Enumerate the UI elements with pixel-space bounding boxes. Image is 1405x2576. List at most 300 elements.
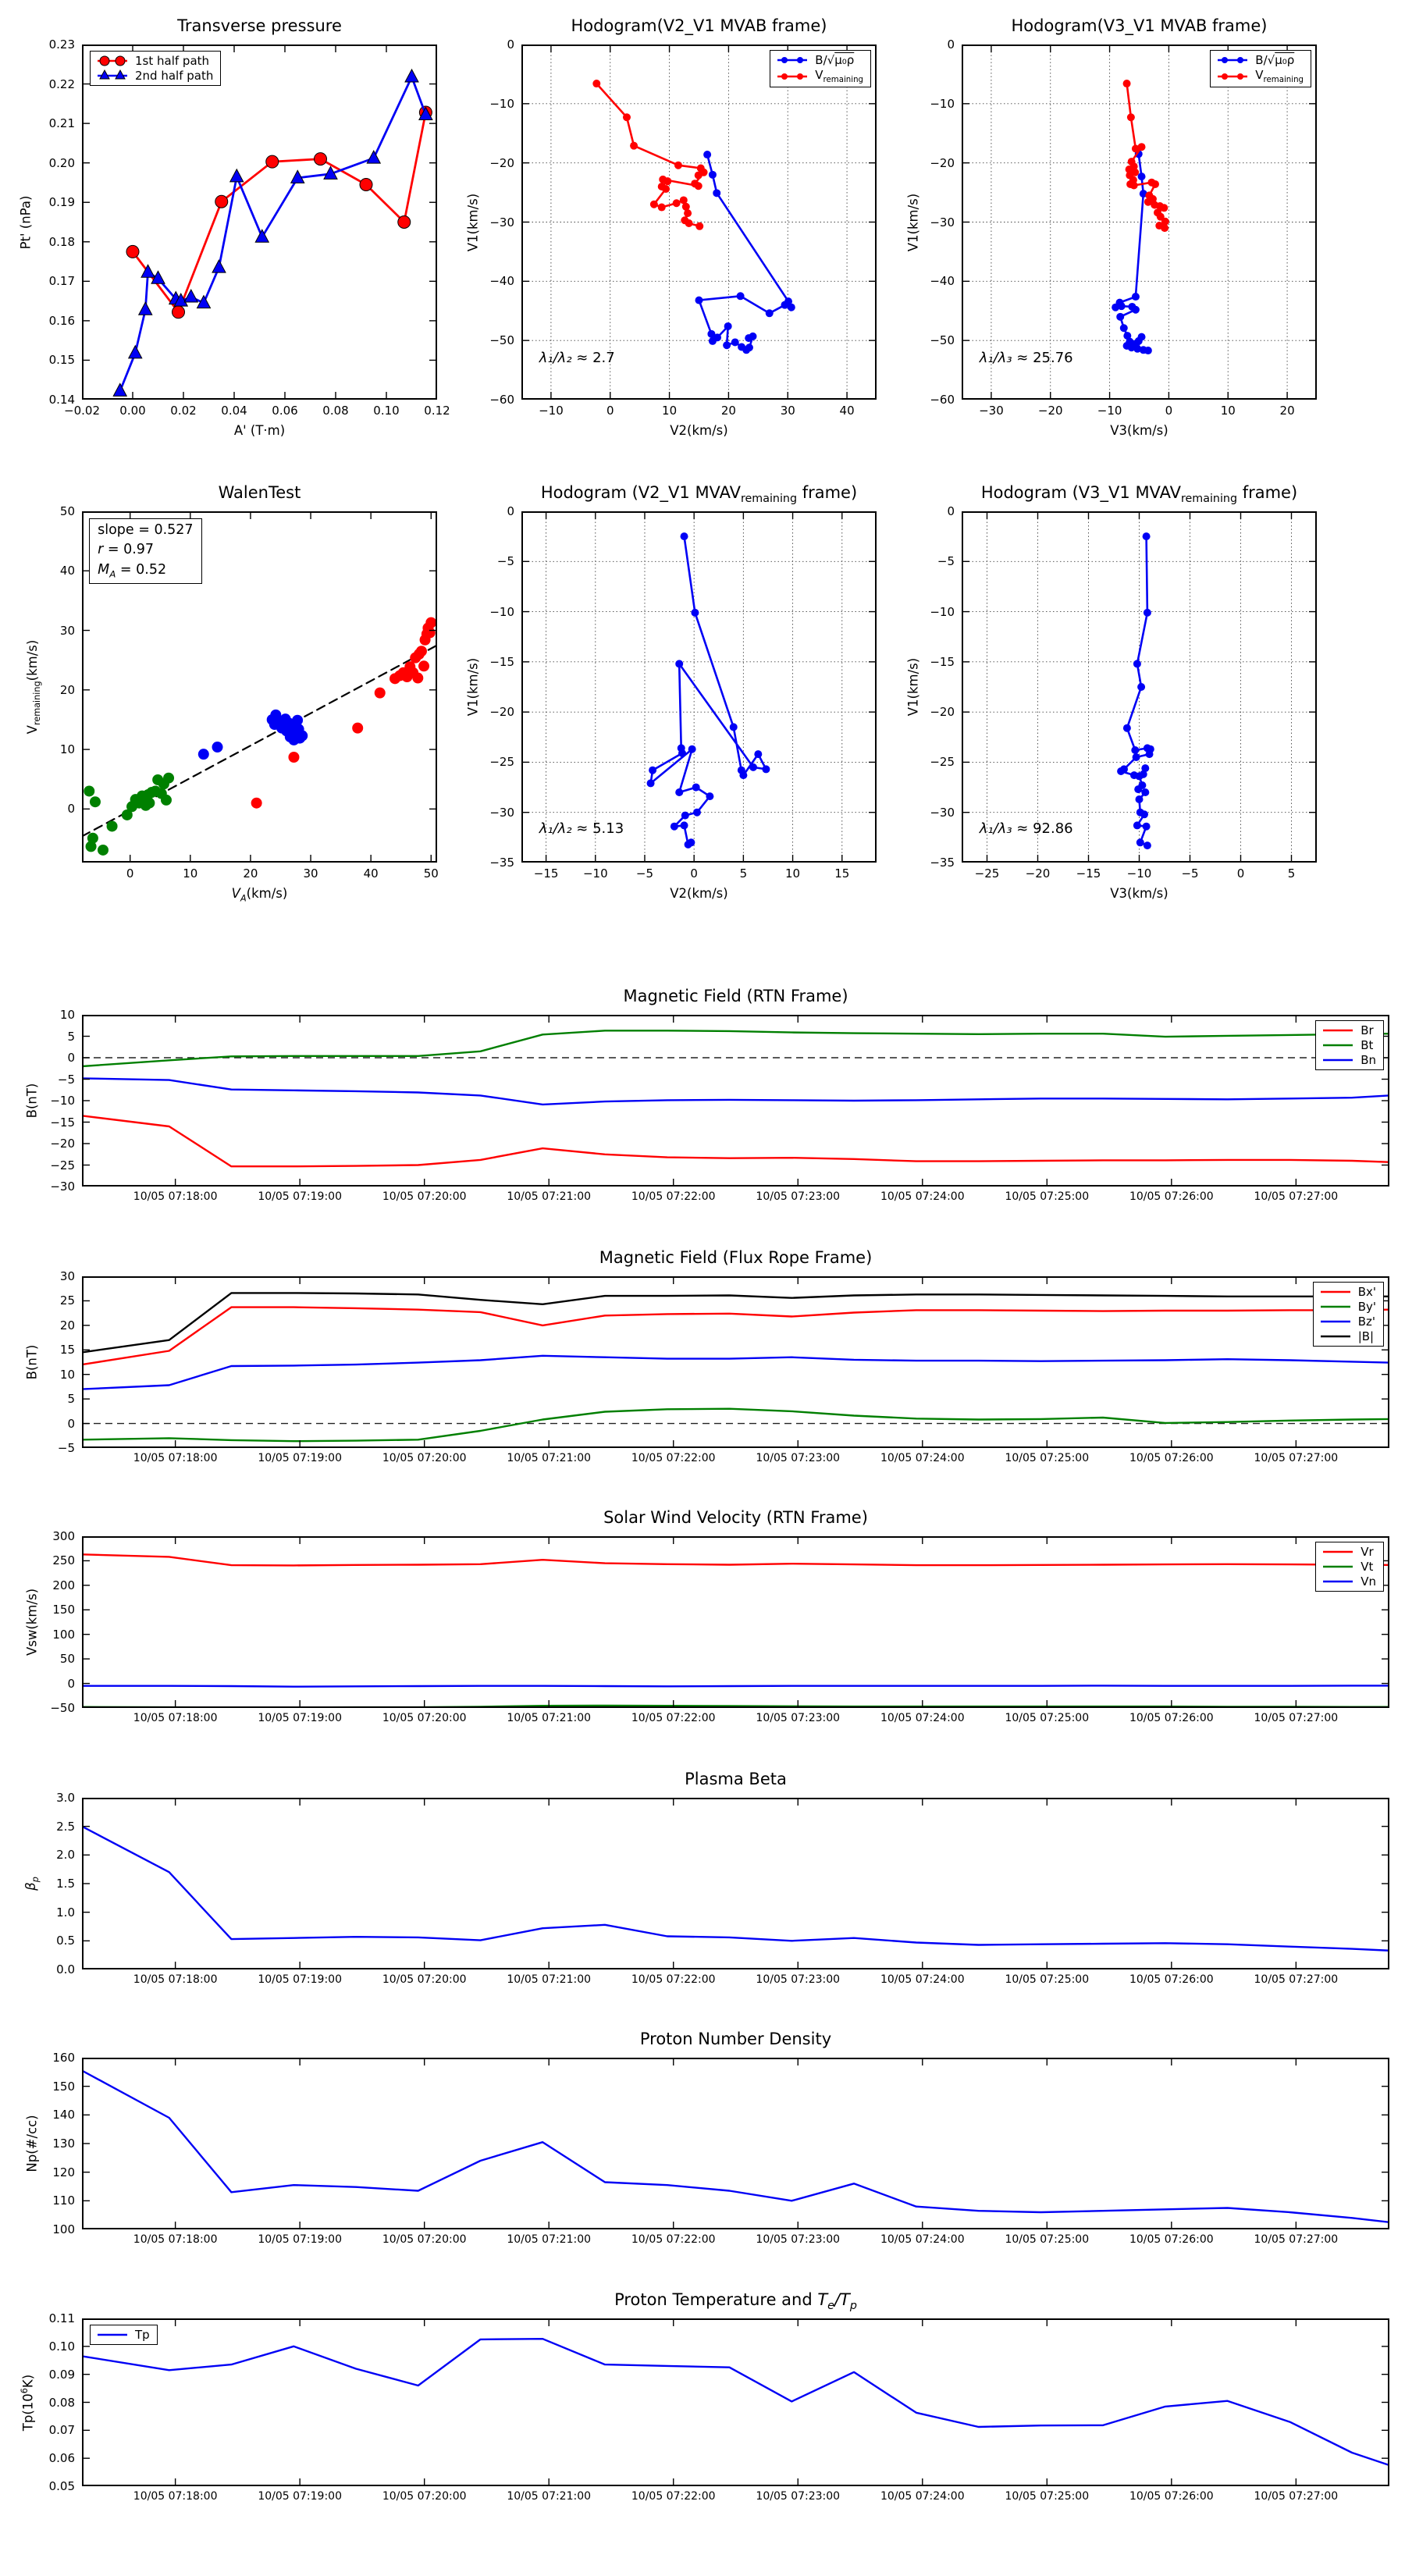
x-tick-label: 10/05 07:19:00 bbox=[258, 1712, 342, 1724]
plot-canvas bbox=[962, 44, 1317, 400]
x-axis-label: V3(km/s) bbox=[1110, 886, 1168, 901]
y-axis-label: B(nT) bbox=[24, 1083, 40, 1119]
y-tick-label: 2.0 bbox=[56, 1848, 75, 1863]
x-tick-label: −30 bbox=[979, 404, 1004, 418]
legend-entry bbox=[1318, 1285, 1376, 1299]
legend-label: 1st half path bbox=[135, 54, 210, 68]
x-tick-label: 10/05 07:18:00 bbox=[133, 1973, 218, 1986]
x-axis-label: A' (T·m) bbox=[233, 423, 286, 438]
x-tick-label: −15 bbox=[1076, 866, 1101, 881]
y-tick-label: −60 bbox=[930, 393, 955, 407]
x-tick-label: 10/05 07:20:00 bbox=[382, 1712, 467, 1724]
x-tick-label: 10/05 07:26:00 bbox=[1129, 2490, 1214, 2503]
y-tick-label: 0 bbox=[67, 1676, 75, 1691]
x-tick-label: 0.10 bbox=[373, 404, 400, 418]
y-tick-label: −30 bbox=[489, 805, 514, 820]
y-tick-label: 0.08 bbox=[48, 2395, 75, 2410]
y-tick-label: 0.07 bbox=[48, 2423, 75, 2438]
chart-title: Proton Number Density bbox=[639, 2030, 832, 2048]
legend-label: $V_{remaining}$ bbox=[1255, 68, 1304, 84]
x-tick-label: 5 bbox=[739, 866, 748, 881]
legend-label: Bt bbox=[1361, 1038, 1374, 1052]
x-tick-label: −10 bbox=[582, 866, 608, 881]
y-tick-label: −40 bbox=[930, 274, 955, 289]
legend-swatch bbox=[1318, 1300, 1353, 1314]
x-tick-label: 10/05 07:21:00 bbox=[507, 2490, 592, 2503]
legend-swatch bbox=[1318, 1285, 1353, 1299]
x-tick-label: 10/05 07:26:00 bbox=[1129, 1190, 1214, 1203]
x-tick-label: 10/05 07:19:00 bbox=[258, 2233, 342, 2246]
legend-entry bbox=[1321, 1038, 1376, 1052]
x-tick-label: 10/05 07:24:00 bbox=[880, 1712, 965, 1724]
y-tick-label: 1.0 bbox=[56, 1905, 75, 1920]
chart-title: Plasma Beta bbox=[685, 1770, 787, 1788]
x-tick-label: 10/05 07:19:00 bbox=[258, 2490, 342, 2503]
y-tick-label: −10 bbox=[930, 604, 955, 619]
y-tick-label: 1.5 bbox=[56, 1877, 75, 1891]
y-tick-label: −5 bbox=[57, 1072, 75, 1087]
y-tick-label: 0.0 bbox=[56, 1962, 75, 1976]
y-tick-label: −25 bbox=[489, 755, 514, 770]
legend bbox=[90, 2325, 158, 2345]
y-tick-label: −20 bbox=[930, 705, 955, 720]
legend-entry bbox=[1215, 68, 1304, 84]
y-tick-label: −10 bbox=[50, 1094, 75, 1108]
y-axis-label: V1(km/s) bbox=[905, 657, 921, 717]
plot-canvas bbox=[962, 511, 1317, 863]
y-tick-label: 130 bbox=[52, 2137, 75, 2151]
chart-title: Hodogram (V3_V1 $MVAV_{remaining}$ frame) bbox=[980, 483, 1298, 506]
legend-label: Vt bbox=[1361, 1560, 1374, 1574]
panel-hodogram-v3v1-mvab bbox=[905, 16, 1317, 438]
y-tick-label: −20 bbox=[489, 705, 514, 720]
y-tick-label: 0.06 bbox=[48, 2451, 75, 2466]
y-tick-label: −30 bbox=[930, 805, 955, 820]
y-tick-label: 10 bbox=[59, 1008, 75, 1022]
x-tick-label: 10/05 07:21:00 bbox=[507, 2233, 592, 2246]
y-tick-label: 10 bbox=[59, 1367, 75, 1382]
legend-label: By' bbox=[1357, 1300, 1376, 1314]
y-tick-label: −40 bbox=[489, 274, 514, 289]
x-tick-label: −5 bbox=[1181, 866, 1199, 881]
y-tick-label: 40 bbox=[59, 564, 75, 578]
x-tick-label: 10/05 07:22:00 bbox=[631, 2490, 716, 2503]
x-tick-label: 10/05 07:24:00 bbox=[880, 2490, 965, 2503]
y-tick-label: 0.23 bbox=[48, 37, 75, 52]
x-axis-label: V2(km/s) bbox=[670, 886, 728, 901]
x-tick-label: 0.00 bbox=[119, 404, 146, 418]
legend-label: Vn bbox=[1361, 1574, 1376, 1589]
y-tick-label: 0.10 bbox=[48, 2339, 75, 2354]
y-tick-label: 0.09 bbox=[48, 2367, 75, 2382]
annotation: λ₁/λ₃ ≈ 92.86 bbox=[979, 820, 1073, 837]
y-tick-label: 250 bbox=[52, 1553, 75, 1568]
panel-magnetic-field-flux-rope bbox=[24, 1248, 1389, 1464]
x-tick-label: 10/05 07:18:00 bbox=[133, 1712, 218, 1724]
panel-plasma-beta bbox=[23, 1770, 1389, 1986]
legend-entry bbox=[1318, 1329, 1376, 1343]
plot-canvas bbox=[82, 1015, 1389, 1187]
x-tick-label: 10/05 07:25:00 bbox=[1005, 1712, 1090, 1724]
x-tick-label: −0.02 bbox=[64, 404, 100, 418]
panel-proton-number-density bbox=[24, 2030, 1389, 2246]
x-axis-label: V3(km/s) bbox=[1110, 423, 1168, 438]
y-tick-label: −60 bbox=[489, 393, 514, 407]
y-tick-label: 0.5 bbox=[56, 1934, 75, 1948]
plot-canvas bbox=[521, 44, 877, 400]
x-tick-label: 10/05 07:27:00 bbox=[1254, 1452, 1339, 1464]
legend-swatch bbox=[1318, 1315, 1353, 1329]
x-tick-label: 30 bbox=[303, 866, 318, 881]
x-tick-label: 10/05 07:22:00 bbox=[631, 1973, 716, 1986]
y-tick-label: 0.15 bbox=[48, 353, 75, 368]
y-tick-label: 100 bbox=[52, 1627, 75, 1642]
y-tick-label: −10 bbox=[930, 96, 955, 111]
y-axis-label: B(nT) bbox=[24, 1344, 40, 1380]
legend-swatch bbox=[1321, 1560, 1355, 1574]
panel-solar-wind-velocity bbox=[24, 1508, 1389, 1724]
y-tick-label: −20 bbox=[50, 1137, 75, 1151]
x-tick-label: 10/05 07:25:00 bbox=[1005, 1190, 1090, 1203]
y-tick-label: 0 bbox=[507, 37, 514, 52]
chart-title: Magnetic Field (Flux Rope Frame) bbox=[599, 1248, 873, 1267]
legend-label: B/√μ₀ρ bbox=[1255, 53, 1295, 67]
x-tick-label: 10 bbox=[1220, 404, 1236, 418]
y-tick-label: 0 bbox=[947, 504, 955, 518]
chart-title: Hodogram(V2_V1 MVAB frame) bbox=[571, 16, 827, 35]
y-tick-label: 0.14 bbox=[48, 393, 75, 407]
x-tick-label: 10/05 07:27:00 bbox=[1254, 1190, 1339, 1203]
y-tick-label: 0 bbox=[67, 802, 75, 817]
chart-title: Magnetic Field (RTN Frame) bbox=[623, 987, 848, 1005]
y-tick-label: 30 bbox=[59, 1269, 75, 1283]
y-tick-label: 30 bbox=[59, 623, 75, 638]
y-tick-label: 120 bbox=[52, 2165, 75, 2179]
x-tick-label: 10/05 07:21:00 bbox=[507, 1712, 592, 1724]
x-tick-label: 10/05 07:18:00 bbox=[133, 1452, 218, 1464]
chart-title: Solar Wind Velocity (RTN Frame) bbox=[603, 1508, 868, 1527]
x-tick-label: −20 bbox=[1025, 866, 1051, 881]
legend-label: Bn bbox=[1361, 1053, 1376, 1067]
legend-label: $V_{remaining}$ bbox=[815, 68, 863, 84]
y-tick-label: 110 bbox=[52, 2194, 75, 2208]
x-tick-label: 10/05 07:27:00 bbox=[1254, 1973, 1339, 1986]
y-tick-label: −50 bbox=[930, 333, 955, 348]
x-tick-label: 10/05 07:20:00 bbox=[382, 1973, 467, 1986]
x-tick-label: 10 bbox=[785, 866, 801, 881]
x-tick-label: −10 bbox=[539, 404, 564, 418]
y-tick-label: 0 bbox=[67, 1416, 75, 1431]
x-tick-label: 10/05 07:21:00 bbox=[507, 1973, 592, 1986]
chart-title: Transverse pressure bbox=[177, 16, 342, 35]
legend-swatch bbox=[95, 69, 130, 83]
y-tick-label: −5 bbox=[57, 1441, 75, 1455]
x-tick-label: 10/05 07:18:00 bbox=[133, 1190, 218, 1203]
legend-swatch bbox=[775, 53, 809, 67]
panel-transverse-pressure bbox=[18, 16, 450, 438]
chart-title: Proton Temperature and $T_e/T_p$ bbox=[614, 2290, 857, 2313]
legend-swatch bbox=[1321, 1574, 1355, 1589]
x-tick-label: 10/05 07:22:00 bbox=[631, 1190, 716, 1203]
x-tick-label: 10/05 07:23:00 bbox=[756, 2490, 841, 2503]
y-tick-label: 100 bbox=[52, 2222, 75, 2236]
x-tick-label: 30 bbox=[780, 404, 795, 418]
x-tick-label: 10/05 07:24:00 bbox=[880, 1190, 965, 1203]
legend-swatch bbox=[95, 54, 130, 68]
legend bbox=[90, 51, 221, 86]
y-tick-label: −30 bbox=[50, 1179, 75, 1194]
x-tick-label: 15 bbox=[834, 866, 850, 881]
legend-swatch bbox=[1321, 1038, 1355, 1052]
y-tick-label: 0.20 bbox=[48, 155, 75, 170]
panel-proton-temperature bbox=[19, 2290, 1389, 2503]
legend-label: Vr bbox=[1361, 1545, 1374, 1559]
y-tick-label: −15 bbox=[50, 1115, 75, 1130]
panel-hodogram-v2v1-mvav bbox=[465, 483, 877, 901]
legend bbox=[1315, 1020, 1384, 1070]
panel-magnetic-field-rtn bbox=[24, 987, 1389, 1203]
chart-title: Hodogram (V2_V1 $MVAV_{remaining}$ frame) bbox=[540, 483, 858, 506]
y-tick-label: 20 bbox=[59, 682, 75, 697]
plot-canvas bbox=[82, 1536, 1389, 1708]
y-axis-label: V1(km/s) bbox=[465, 193, 481, 251]
y-tick-label: 140 bbox=[52, 2108, 75, 2122]
x-tick-label: 10/05 07:20:00 bbox=[382, 2233, 467, 2246]
x-tick-label: 0 bbox=[126, 866, 134, 881]
y-tick-label: 10 bbox=[59, 742, 75, 757]
legend-swatch bbox=[1215, 53, 1250, 67]
x-tick-label: −25 bbox=[974, 866, 1000, 881]
x-tick-label: 0 bbox=[1236, 866, 1245, 881]
y-tick-label: 150 bbox=[52, 1603, 75, 1617]
y-tick-label: −15 bbox=[930, 654, 955, 669]
legend bbox=[770, 50, 871, 87]
y-tick-label: 0.19 bbox=[48, 195, 75, 210]
y-tick-label: 0.11 bbox=[48, 2311, 75, 2325]
x-tick-label: 10/05 07:24:00 bbox=[880, 2233, 965, 2246]
legend-label: B/√μ₀ρ bbox=[815, 53, 855, 67]
x-tick-label: 10/05 07:20:00 bbox=[382, 2490, 467, 2503]
plot-canvas bbox=[82, 1798, 1389, 1969]
panel-hodogram-v2v1-mvab bbox=[465, 16, 877, 438]
annotation: slope = 0.527 r = 0.97 $M_A = 0.52$ bbox=[89, 518, 201, 584]
legend-swatch bbox=[1321, 1545, 1355, 1559]
y-tick-label: −5 bbox=[937, 554, 955, 569]
legend-entry bbox=[95, 2328, 150, 2342]
legend-swatch bbox=[1321, 1053, 1355, 1067]
legend bbox=[1210, 50, 1311, 87]
x-tick-label: 0 bbox=[606, 404, 614, 418]
y-tick-label: −5 bbox=[496, 554, 514, 569]
y-axis-label: V1(km/s) bbox=[465, 657, 481, 717]
x-tick-label: 40 bbox=[839, 404, 855, 418]
x-tick-label: 10/05 07:18:00 bbox=[133, 2490, 218, 2503]
x-tick-label: 10/05 07:25:00 bbox=[1005, 1973, 1090, 1986]
x-tick-label: 10/05 07:23:00 bbox=[756, 2233, 841, 2246]
annotation: λ₁/λ₂ ≈ 2.7 bbox=[539, 350, 615, 367]
y-tick-label: −35 bbox=[489, 856, 514, 870]
legend-entry bbox=[1215, 53, 1304, 67]
x-tick-label: 10 bbox=[662, 404, 678, 418]
x-tick-label: 10/05 07:19:00 bbox=[258, 1452, 342, 1464]
x-tick-label: 10/05 07:24:00 bbox=[880, 1452, 965, 1464]
legend-entry bbox=[95, 69, 213, 83]
y-tick-label: 0 bbox=[67, 1051, 75, 1065]
y-tick-label: 25 bbox=[59, 1293, 75, 1308]
x-tick-label: −15 bbox=[533, 866, 559, 881]
legend-entry bbox=[1321, 1574, 1376, 1589]
chart-title: Hodogram(V3_V1 MVAB frame) bbox=[1011, 16, 1268, 35]
legend-swatch bbox=[775, 69, 809, 84]
y-tick-label: 160 bbox=[52, 2051, 75, 2065]
y-tick-label: −25 bbox=[930, 755, 955, 770]
x-axis-label: V2(km/s) bbox=[670, 423, 728, 438]
x-tick-label: 50 bbox=[423, 866, 439, 881]
y-axis-label: Pt' (nPa) bbox=[18, 195, 34, 249]
legend-entry bbox=[95, 54, 213, 68]
y-tick-label: 0.05 bbox=[48, 2479, 75, 2493]
x-tick-label: 5 bbox=[1287, 866, 1296, 881]
y-tick-label: 50 bbox=[59, 504, 75, 518]
plot-canvas bbox=[82, 44, 437, 400]
y-axis-label: Vsw(km/s) bbox=[24, 1588, 40, 1656]
y-tick-label: −30 bbox=[930, 215, 955, 229]
annotation: λ₁/λ₂ ≈ 5.13 bbox=[539, 820, 624, 837]
y-tick-label: 5 bbox=[67, 1392, 75, 1407]
x-tick-label: 0 bbox=[690, 866, 698, 881]
x-tick-label: 10/05 07:20:00 bbox=[382, 1452, 467, 1464]
legend-entry bbox=[1321, 1023, 1376, 1037]
x-tick-label: 10/05 07:25:00 bbox=[1005, 1452, 1090, 1464]
legend-entry bbox=[1318, 1315, 1376, 1329]
x-tick-label: 0.02 bbox=[170, 404, 197, 418]
y-axis-label: $Tp(10^6K)$ bbox=[19, 2374, 36, 2431]
x-tick-label: 20 bbox=[243, 866, 258, 881]
y-tick-label: 0.22 bbox=[48, 76, 75, 91]
y-axis-label: $\beta_p$ bbox=[23, 1877, 41, 1891]
plot-canvas bbox=[82, 2058, 1389, 2229]
x-tick-label: 10/05 07:19:00 bbox=[258, 1190, 342, 1203]
legend bbox=[1315, 1542, 1384, 1592]
y-tick-label: −50 bbox=[489, 333, 514, 348]
y-tick-label: 0.21 bbox=[48, 116, 75, 131]
y-axis-label: V1(km/s) bbox=[905, 193, 921, 251]
x-tick-label: 10/05 07:23:00 bbox=[756, 1452, 841, 1464]
x-tick-label: 0.04 bbox=[221, 404, 247, 418]
plot-canvas bbox=[521, 511, 877, 863]
x-tick-label: 10/05 07:22:00 bbox=[631, 1712, 716, 1724]
legend-swatch bbox=[1318, 1329, 1353, 1343]
x-tick-label: 20 bbox=[1279, 404, 1295, 418]
y-tick-label: 20 bbox=[59, 1318, 75, 1332]
legend-swatch bbox=[95, 2328, 130, 2342]
y-tick-label: 0.17 bbox=[48, 274, 75, 289]
legend-entry bbox=[1321, 1560, 1376, 1574]
y-axis-label: Np(#/cc) bbox=[24, 2115, 40, 2172]
x-tick-label: 0.06 bbox=[272, 404, 298, 418]
x-tick-label: 10/05 07:25:00 bbox=[1005, 2233, 1090, 2246]
x-tick-label: −20 bbox=[1037, 404, 1063, 418]
x-tick-label: 20 bbox=[720, 404, 736, 418]
y-tick-label: 0 bbox=[947, 37, 955, 52]
annotation: λ₁/λ₃ ≈ 25.76 bbox=[979, 350, 1073, 367]
plot-canvas bbox=[82, 1276, 1389, 1448]
y-tick-label: −20 bbox=[930, 155, 955, 170]
x-tick-label: 10/05 07:19:00 bbox=[258, 1973, 342, 1986]
x-tick-label: 10/05 07:21:00 bbox=[507, 1190, 592, 1203]
x-tick-label: 10/05 07:25:00 bbox=[1005, 2490, 1090, 2503]
x-tick-label: 10/05 07:23:00 bbox=[756, 1973, 841, 1986]
y-tick-label: −10 bbox=[489, 96, 514, 111]
chart-title: WalenTest bbox=[218, 483, 301, 502]
y-tick-label: 3.0 bbox=[56, 1791, 75, 1805]
x-tick-label: 10/05 07:27:00 bbox=[1254, 1712, 1339, 1724]
legend-label: Br bbox=[1361, 1023, 1374, 1037]
legend-entry bbox=[1321, 1545, 1376, 1559]
x-tick-label: 10/05 07:26:00 bbox=[1129, 1973, 1214, 1986]
y-axis-label: $V_{remaining}(km/s)$ bbox=[24, 639, 43, 735]
x-tick-label: 10/05 07:26:00 bbox=[1129, 1452, 1214, 1464]
y-tick-label: 200 bbox=[52, 1578, 75, 1592]
y-tick-label: 5 bbox=[67, 1029, 75, 1044]
panel-walen-test bbox=[24, 483, 439, 904]
x-tick-label: −10 bbox=[1126, 866, 1152, 881]
y-tick-label: −35 bbox=[930, 856, 955, 870]
x-tick-label: 10/05 07:20:00 bbox=[382, 1190, 467, 1203]
y-tick-label: −30 bbox=[489, 215, 514, 229]
x-tick-label: 10/05 07:27:00 bbox=[1254, 2233, 1339, 2246]
x-tick-label: 10/05 07:18:00 bbox=[133, 2233, 218, 2246]
legend-label: Bz' bbox=[1357, 1315, 1375, 1329]
x-tick-label: 10/05 07:22:00 bbox=[631, 1452, 716, 1464]
legend-label: 2nd half path bbox=[135, 69, 214, 83]
x-tick-label: 10/05 07:26:00 bbox=[1129, 1712, 1214, 1724]
plot-canvas bbox=[82, 2318, 1389, 2486]
x-tick-label: 10/05 07:23:00 bbox=[756, 1712, 841, 1724]
x-tick-label: 10/05 07:26:00 bbox=[1129, 2233, 1214, 2246]
y-tick-label: 2.5 bbox=[56, 1819, 75, 1834]
x-tick-label: 10/05 07:21:00 bbox=[507, 1452, 592, 1464]
x-tick-label: 10 bbox=[183, 866, 198, 881]
x-tick-label: 0.12 bbox=[424, 404, 450, 418]
x-tick-label: −10 bbox=[1097, 404, 1122, 418]
y-tick-label: −10 bbox=[489, 604, 514, 619]
x-tick-label: 10/05 07:24:00 bbox=[880, 1973, 965, 1986]
y-tick-label: 0.18 bbox=[48, 234, 75, 249]
panel-hodogram-v3v1-mvav bbox=[905, 483, 1317, 901]
legend-label: Bx' bbox=[1357, 1285, 1376, 1299]
y-tick-label: 150 bbox=[52, 2079, 75, 2094]
legend-entry bbox=[1321, 1053, 1376, 1067]
x-tick-label: 10/05 07:22:00 bbox=[631, 2233, 716, 2246]
x-tick-label: 40 bbox=[363, 866, 379, 881]
legend bbox=[1313, 1282, 1384, 1347]
legend-swatch bbox=[1321, 1023, 1355, 1037]
x-tick-label: 10/05 07:27:00 bbox=[1254, 2490, 1339, 2503]
legend-entry bbox=[775, 68, 863, 84]
x-tick-label: −5 bbox=[635, 866, 654, 881]
legend-entry bbox=[775, 53, 863, 67]
x-tick-label: 0 bbox=[1165, 404, 1173, 418]
legend-swatch bbox=[1215, 69, 1250, 84]
x-tick-label: 10/05 07:23:00 bbox=[756, 1190, 841, 1203]
y-tick-label: −25 bbox=[50, 1158, 75, 1172]
y-tick-label: −20 bbox=[489, 155, 514, 170]
y-tick-label: −15 bbox=[489, 654, 514, 669]
x-tick-label: 0.08 bbox=[322, 404, 349, 418]
y-tick-label: 300 bbox=[52, 1529, 75, 1543]
x-axis-label: $V_A(km/s)$ bbox=[231, 886, 288, 904]
